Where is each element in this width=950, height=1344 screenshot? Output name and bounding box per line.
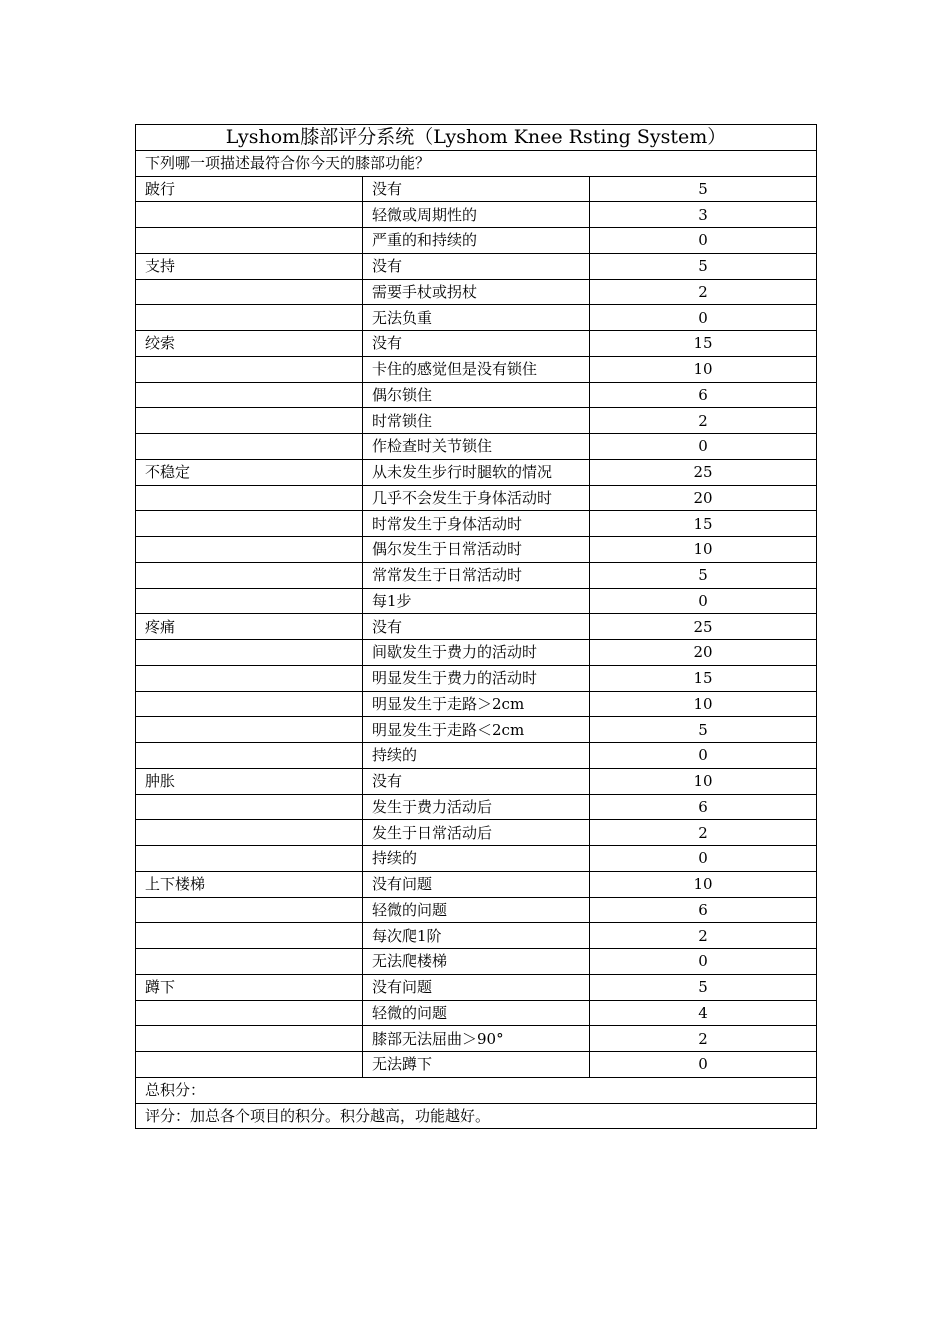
table-row bbox=[136, 382, 817, 408]
option-score: 10 bbox=[590, 356, 817, 382]
category-cell bbox=[136, 511, 363, 537]
category-cell bbox=[136, 279, 363, 305]
option-text: 明显发生于费力的活动时 bbox=[363, 665, 590, 691]
option-score: 10 bbox=[590, 537, 817, 563]
table-row bbox=[136, 794, 817, 820]
option-score: 10 bbox=[590, 691, 817, 717]
option-score: 2 bbox=[590, 820, 817, 846]
category-cell bbox=[136, 382, 363, 408]
table-row bbox=[136, 820, 817, 846]
option-score: 25 bbox=[590, 614, 817, 640]
option-score: 2 bbox=[590, 408, 817, 434]
table-row bbox=[136, 279, 817, 305]
note-row bbox=[136, 1103, 817, 1129]
option-score: 5 bbox=[590, 253, 817, 279]
option-text: 轻微的问题 bbox=[363, 1000, 590, 1026]
table-row bbox=[136, 434, 817, 460]
table-row bbox=[136, 331, 817, 357]
total-row bbox=[136, 1077, 817, 1103]
table-row bbox=[136, 1052, 817, 1078]
option-text: 从未发生步行时腿软的情况 bbox=[363, 459, 590, 485]
category-cell bbox=[136, 794, 363, 820]
question-text: 下列哪一项描述最符合你今天的膝部功能？ bbox=[136, 150, 817, 176]
table-row bbox=[136, 562, 817, 588]
option-text: 作检查时关节锁住 bbox=[363, 434, 590, 460]
option-text: 发生于费力活动后 bbox=[363, 794, 590, 820]
table-row bbox=[136, 691, 817, 717]
option-score: 0 bbox=[590, 846, 817, 872]
option-text: 无法爬楼梯 bbox=[363, 949, 590, 975]
table-title: Lyshom膝部评分系统（Lyshom Knee Rsting System） bbox=[136, 125, 817, 151]
option-text: 间歇发生于费力的活动时 bbox=[363, 640, 590, 666]
table-row bbox=[136, 485, 817, 511]
option-text: 无法蹲下 bbox=[363, 1052, 590, 1078]
option-score: 15 bbox=[590, 665, 817, 691]
option-text: 时常锁住 bbox=[363, 408, 590, 434]
option-score: 6 bbox=[590, 382, 817, 408]
category-cell bbox=[136, 434, 363, 460]
option-score: 4 bbox=[590, 1000, 817, 1026]
question-row bbox=[136, 150, 817, 176]
category-cell bbox=[136, 562, 363, 588]
category-cell: 绞索 bbox=[136, 331, 363, 357]
table-row bbox=[136, 949, 817, 975]
category-cell bbox=[136, 485, 363, 511]
option-score: 10 bbox=[590, 871, 817, 897]
option-score: 5 bbox=[590, 562, 817, 588]
option-text: 时常发生于身体活动时 bbox=[363, 511, 590, 537]
option-text: 没有 bbox=[363, 176, 590, 202]
option-score: 15 bbox=[590, 511, 817, 537]
table-row bbox=[136, 176, 817, 202]
category-cell bbox=[136, 665, 363, 691]
option-text: 没有 bbox=[363, 331, 590, 357]
option-text: 需要手杖或拐杖 bbox=[363, 279, 590, 305]
option-text: 发生于日常活动后 bbox=[363, 820, 590, 846]
category-cell bbox=[136, 1052, 363, 1078]
option-score: 6 bbox=[590, 897, 817, 923]
option-score: 10 bbox=[590, 768, 817, 794]
category-cell bbox=[136, 640, 363, 666]
category-cell bbox=[136, 408, 363, 434]
table-row bbox=[136, 356, 817, 382]
option-text: 没有 bbox=[363, 614, 590, 640]
option-text: 严重的和持续的 bbox=[363, 228, 590, 254]
category-cell bbox=[136, 923, 363, 949]
total-label: 总积分： bbox=[136, 1077, 817, 1103]
table-row bbox=[136, 408, 817, 434]
option-score: 20 bbox=[590, 640, 817, 666]
table-row bbox=[136, 717, 817, 743]
table-row bbox=[136, 537, 817, 563]
option-text: 每次爬1阶 bbox=[363, 923, 590, 949]
option-text: 偶尔发生于日常活动时 bbox=[363, 537, 590, 563]
category-cell bbox=[136, 717, 363, 743]
category-cell bbox=[136, 691, 363, 717]
option-score: 3 bbox=[590, 202, 817, 228]
option-score: 0 bbox=[590, 743, 817, 769]
title-row bbox=[136, 125, 817, 151]
option-score: 20 bbox=[590, 485, 817, 511]
table-row bbox=[136, 974, 817, 1000]
option-text: 卡住的感觉但是没有锁住 bbox=[363, 356, 590, 382]
category-cell: 不稳定 bbox=[136, 459, 363, 485]
category-cell: 蹲下 bbox=[136, 974, 363, 1000]
category-cell bbox=[136, 202, 363, 228]
table-row bbox=[136, 768, 817, 794]
option-text: 偶尔锁住 bbox=[363, 382, 590, 408]
category-cell bbox=[136, 897, 363, 923]
table-row bbox=[136, 202, 817, 228]
table-row bbox=[136, 253, 817, 279]
option-score: 2 bbox=[590, 1026, 817, 1052]
option-text: 膝部无法屈曲＞90° bbox=[363, 1026, 590, 1052]
table-row bbox=[136, 305, 817, 331]
category-cell bbox=[136, 305, 363, 331]
option-score: 0 bbox=[590, 949, 817, 975]
option-text: 轻微的问题 bbox=[363, 897, 590, 923]
scoring-note: 评分：加总各个项目的积分。积分越高，功能越好。 bbox=[136, 1103, 817, 1129]
option-score: 0 bbox=[590, 434, 817, 460]
option-score: 0 bbox=[590, 588, 817, 614]
category-cell bbox=[136, 949, 363, 975]
category-cell: 肿胀 bbox=[136, 768, 363, 794]
option-text: 没有 bbox=[363, 768, 590, 794]
table-row bbox=[136, 871, 817, 897]
option-text: 持续的 bbox=[363, 743, 590, 769]
option-score: 6 bbox=[590, 794, 817, 820]
option-text: 每1步 bbox=[363, 588, 590, 614]
category-cell bbox=[136, 846, 363, 872]
category-cell: 跛行 bbox=[136, 176, 363, 202]
table-row bbox=[136, 588, 817, 614]
option-text: 持续的 bbox=[363, 846, 590, 872]
option-text: 轻微或周期性的 bbox=[363, 202, 590, 228]
option-text: 没有 bbox=[363, 253, 590, 279]
option-text: 几乎不会发生于身体活动时 bbox=[363, 485, 590, 511]
category-cell bbox=[136, 1000, 363, 1026]
category-cell bbox=[136, 743, 363, 769]
option-text: 明显发生于走路＞2cm bbox=[363, 691, 590, 717]
category-cell bbox=[136, 820, 363, 846]
category-cell bbox=[136, 356, 363, 382]
option-score: 5 bbox=[590, 974, 817, 1000]
lysholm-score-table bbox=[135, 124, 817, 1129]
category-cell: 支持 bbox=[136, 253, 363, 279]
option-score: 5 bbox=[590, 176, 817, 202]
option-score: 0 bbox=[590, 228, 817, 254]
option-score: 15 bbox=[590, 331, 817, 357]
option-score: 2 bbox=[590, 279, 817, 305]
category-cell bbox=[136, 537, 363, 563]
category-cell bbox=[136, 588, 363, 614]
option-score: 2 bbox=[590, 923, 817, 949]
category-cell bbox=[136, 1026, 363, 1052]
option-score: 0 bbox=[590, 1052, 817, 1078]
option-text: 无法负重 bbox=[363, 305, 590, 331]
option-text: 常常发生于日常活动时 bbox=[363, 562, 590, 588]
table-row bbox=[136, 665, 817, 691]
option-score: 0 bbox=[590, 305, 817, 331]
table-row bbox=[136, 846, 817, 872]
category-cell: 上下楼梯 bbox=[136, 871, 363, 897]
table-row bbox=[136, 1000, 817, 1026]
score-table-body bbox=[136, 125, 817, 1129]
table-row bbox=[136, 640, 817, 666]
category-cell: 疼痛 bbox=[136, 614, 363, 640]
table-row bbox=[136, 614, 817, 640]
table-row bbox=[136, 1026, 817, 1052]
option-score: 5 bbox=[590, 717, 817, 743]
option-text: 明显发生于走路＜2cm bbox=[363, 717, 590, 743]
category-cell bbox=[136, 228, 363, 254]
table-row bbox=[136, 897, 817, 923]
table-row bbox=[136, 923, 817, 949]
option-text: 没有问题 bbox=[363, 974, 590, 1000]
option-text: 没有问题 bbox=[363, 871, 590, 897]
option-score: 25 bbox=[590, 459, 817, 485]
table-row bbox=[136, 459, 817, 485]
table-row bbox=[136, 743, 817, 769]
table-row bbox=[136, 511, 817, 537]
table-row bbox=[136, 228, 817, 254]
